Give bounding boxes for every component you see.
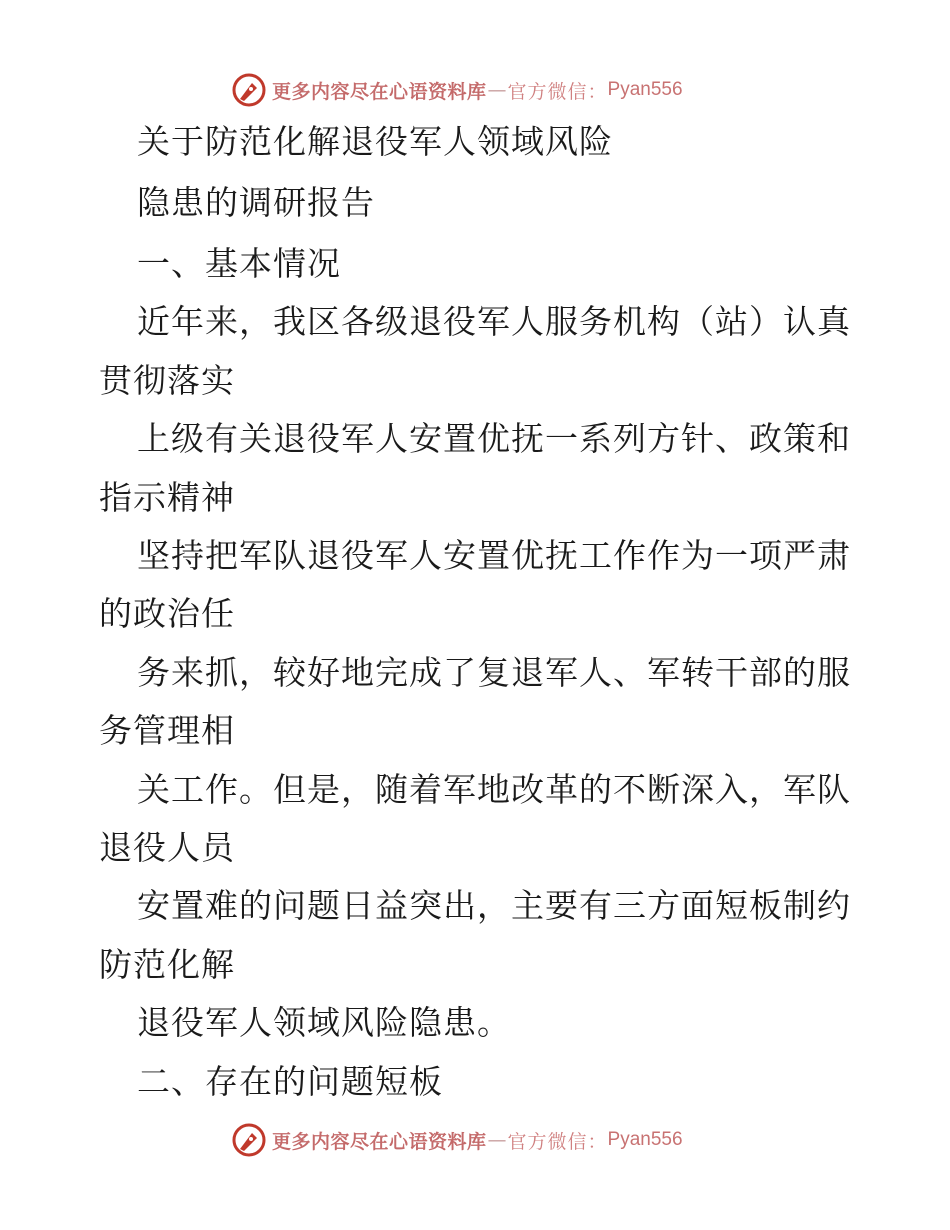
paragraph-line: 退役军人领域风险隐患。 (137, 1003, 511, 1042)
watermark-main-text: 更多内容尽在心语资料库 (272, 80, 487, 103)
pen-nib-logo-icon (232, 1123, 266, 1157)
watermark-id: Pyan556 (607, 1129, 683, 1150)
paragraph-line: 贯彻落实 (99, 361, 235, 400)
paragraph-line: 务管理相 (99, 711, 235, 750)
pen-nib-logo-icon (232, 73, 266, 107)
watermark-id: Pyan556 (607, 79, 683, 100)
paragraph-line: 防范化解 (99, 945, 235, 984)
section-heading-2: 二、存在的问题短板 (137, 1062, 443, 1101)
paragraph-line: 指示精神 (99, 478, 235, 517)
header-watermark (232, 72, 683, 108)
paragraph-line: 坚持把军队退役军人安置优抚工作作为一项严肃 (137, 536, 851, 575)
title-line-2: 隐患的调研报告 (137, 183, 375, 222)
paragraph-line: 近年来，我区各级退役军人服务机构（站）认真 (137, 302, 851, 341)
paragraph-line: 上级有关退役军人安置优抚一系列方针、政策和 (137, 419, 851, 458)
paragraph-line: 退役人员 (99, 828, 235, 867)
watermark-dash: — (487, 79, 507, 101)
watermark-dash: — (487, 1129, 507, 1151)
watermark-main-text: 更多内容尽在心语资料库 (272, 1130, 487, 1153)
paragraph-line: 安置难的问题日益突出，主要有三方面短板制约 (137, 886, 851, 925)
paragraph-line: 关工作。但是，随着军地改革的不断深入，军队 (137, 770, 851, 809)
title-line-1: 关于防范化解退役军人领域风险 (137, 122, 613, 161)
watermark-sub-text: 官方微信： (507, 80, 608, 103)
section-heading-1: 一、基本情况 (137, 244, 341, 283)
watermark-sub-text: 官方微信： (507, 1130, 608, 1153)
paragraph-line: 的政治任 (99, 594, 235, 633)
paragraph-line: 务来抓，较好地完成了复退军人、军转干部的服 (137, 653, 851, 692)
footer-watermark (232, 1122, 683, 1158)
